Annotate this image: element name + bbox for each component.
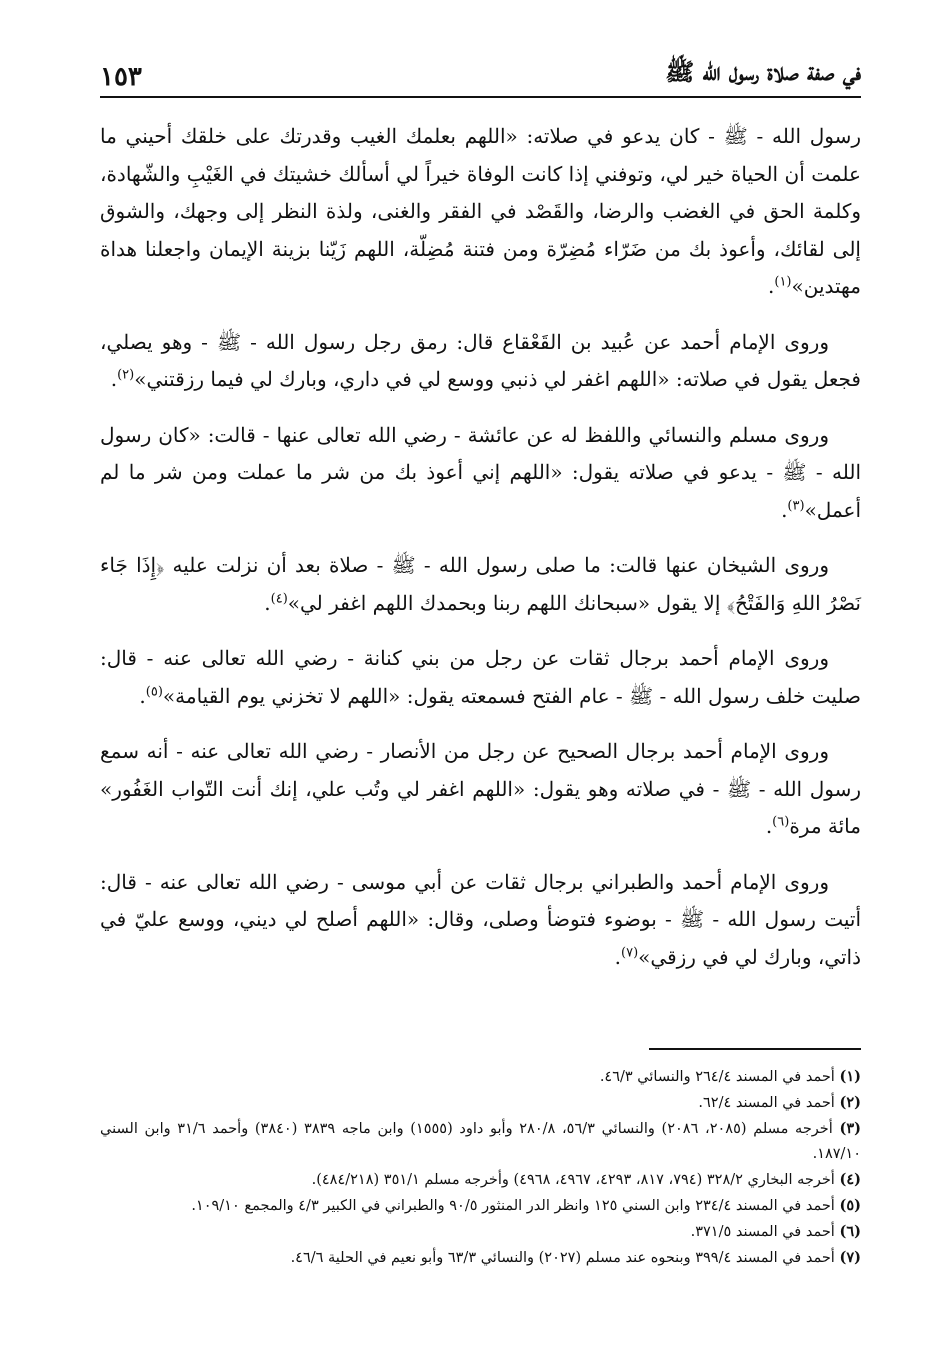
paragraph-text: وروى الإمام أحمد عن عُبيد بن القَعْقاع قال: رمق رجل رسول الله - ﷺ - وهو يصلي، فجعل يقول في صلاته: «اللهم اغفر لي ذنبي ووسع لي في داري، وبارك لي فيما رزقتني» [100, 329, 861, 391]
footnote-1 [100, 1064, 861, 1090]
footnote-2 [100, 1090, 861, 1116]
footnote-ref: (١) [774, 274, 792, 290]
footnote-text: أحمد في المسند ٢٦٤/٤ والنسائي ٤٦/٣. [599, 1069, 835, 1085]
running-title: في صفة صلاة رسول الله ﷺ [665, 57, 861, 86]
paragraph-5: وروى الإمام أحمد برجال ثقات عن رجل من بني كنانة - رضي الله تعالى عنه - قال: صليت خلف رسول الله - ﷺ - عام الفتح فسمعته يقول: «اللهم لا تخزني يوم القيامة»$^{(٥)}$. [100, 646, 861, 708]
paragraph-text: وروى الشيخان عنها قالت: ما صلى رسول الله - ﷺ - صلاة بعد أن نزلت عليه ﴿إِذَا جَاء نَصْرُ اللهِ وَالفَتْحُ﴾ إلا يقول «سبحانك اللهم ربنا وبحمدك اللهم اغفر لي» [100, 553, 861, 615]
paragraph-text: وروى الإمام أحمد برجال ثقات عن رجل من بني كنانة - رضي الله تعالى عنه - قال: صليت خلف رسول الله - ﷺ - عام الفتح فسمعته يقول: «اللهم لا تخزني يوم القيامة» [100, 646, 861, 708]
page-number: ١٥٣ [100, 62, 142, 92]
footnote-ref: (٧) [621, 944, 639, 960]
footnote-number: (٧) [839, 1249, 861, 1266]
footnote-number: (١) [839, 1068, 861, 1085]
footnote-4 [100, 1167, 861, 1193]
footnote-ref: (٢) [117, 367, 135, 383]
paragraph-6: وروى الإمام أحمد برجال الصحيح عن رجل من الأنصار - رضي الله تعالى عنه - أنه سمع رسول الله - ﷺ - في صلاته وهو يقول: «اللهم اغفر لي وتُب علي، إنك أنت التّواب الغَفُور» مائة مرة$^{(٦)}$. [100, 739, 861, 838]
footnote-5 [100, 1193, 861, 1219]
footnote-text: أحمد في المسند ٣٧١/٥. [690, 1224, 835, 1240]
footnote-number: (٤) [839, 1171, 861, 1188]
paragraph-2: وروى الإمام أحمد عن عُبيد بن القَعْقاع قال: رمق رجل رسول الله - ﷺ - وهو يصلي، فجعل يقول في صلاته: «اللهم اغفر لي ذنبي ووسع لي في داري، وبارك لي فيما رزقتني»$^{(٢)}$. [100, 329, 861, 391]
footnote-ref: (٣) [787, 497, 805, 513]
footnote-text: أحمد في المسند ٦٢/٤. [698, 1095, 835, 1111]
footnote-3 [100, 1116, 861, 1167]
footnote-ref: (٦) [772, 814, 790, 830]
paragraph-text: وروى مسلم والنسائي واللفظ له عن عائشة - رضي الله تعالى عنها - قالت: «كان رسول الله - ﷺ - يدعو في صلاته يقول: «اللهم إني أعوذ بك من شر ما عملت ومن شر ما لم أعمل» [100, 422, 861, 522]
page-header [100, 52, 861, 98]
footnote-text: أحمد في المسند ٣٩٩/٤ وبنحوه عند مسلم (٢٠٢٧) والنسائي ٦٣/٣ وأبو نعيم في الحلية ٤٦/٦. [290, 1250, 835, 1266]
footnote-text: أخرجه البخاري ٣٢٨/٢ (٧٩٤، ٨١٧، ٤٢٩٣، ٤٩٦٧، ٤٩٦٨) وأخرجه مسلم ٣٥١/١ (٤٨٤/٢١٨). [311, 1172, 835, 1188]
footnote-6 [100, 1219, 861, 1245]
paragraph-text: وروى الإمام أحمد والطبراني برجال ثقات عن أبي موسى - رضي الله تعالى عنه - قال: أتيت رسول الله - ﷺ - بوضوء فتوضأ وصلى، وقال: «اللهم أصلح لي ديني، ووسع عليّ في ذاتي، وبارك لي في رزقي» [100, 869, 861, 969]
paragraph-3: وروى مسلم والنسائي واللفظ له عن عائشة - رضي الله تعالى عنها - قالت: «كان رسول الله - ﷺ - يدعو في صلاته يقول: «اللهم إني أعوذ بك من شر ما عملت ومن شر ما لم أعمل»$^{(٣)}$. [100, 422, 861, 522]
footnote-text: أحمد في المسند ٢٣٤/٤ وابن السني ١٢٥ وانظر الدر المنثور ٩٠/٥ والطبراني في الكبير ٤/٣ والمجمع ١٠٩/١٠. [191, 1198, 835, 1214]
footnote-ref: (٤) [270, 590, 288, 606]
paragraph-text: وروى الإمام أحمد برجال الصحيح عن رجل من الأنصار - رضي الله تعالى عنه - أنه سمع رسول الله - ﷺ - في صلاته وهو يقول: «اللهم اغفر لي وتُب علي، إنك أنت التّواب الغَفُور» مائة مرة [100, 739, 861, 838]
footnote-ref: (٥) [145, 683, 163, 699]
paragraph-7: وروى الإمام أحمد والطبراني برجال ثقات عن أبي موسى - رضي الله تعالى عنه - قال: أتيت رسول الله - ﷺ - بوضوء فتوضأ وصلى، وقال: «اللهم أصلح لي ديني، ووسع عليّ في ذاتي، وبارك لي في رزقي»$^{(٧)}$. [100, 869, 861, 969]
footnote-number: (٦) [839, 1223, 861, 1240]
footnote-text: أخرجه مسلم (٢٠٨٥، ٢٠٨٦) والنسائي ٥٦/٣، ٢٨٠/٨ وأبو داود (١٥٥٥) وابن ماجه ٣٨٣٩ (٣٨٤٠) وأحمد ٣١/٦ وابن السني ١٨٧/١٠. [100, 1121, 861, 1162]
footnote-7 [100, 1245, 861, 1271]
paragraph-4: وروى الشيخان عنها قالت: ما صلى رسول الله - ﷺ - صلاة بعد أن نزلت عليه ﴿إِذَا جَاء نَصْرُ اللهِ وَالفَتْحُ﴾ إلا يقول «سبحانك اللهم ربنا وبحمدك اللهم اغفر لي»$^{(٤)}$. [100, 553, 861, 615]
footnotes [100, 1064, 861, 1271]
paragraph-1: رسول الله - ﷺ - كان يدعو في صلاته: «اللهم بعلمك الغيب وقدرتك على خلقك أحيني ما علمت أن الحياة خير لي، وتوفني إذا كانت الوفاة خيراً لي أسألك خشيتك في الغَيْبِ والشّهادة، وكلمة الحق في الغضب والرضا، والقَصْد في الفقر والغنى، ولذة النظر إلى وجهك، والشوق إلى لقائك، وأعوذ بك من ضَرّاء مُضِرّة ومن فتنة مُضِلّة، اللهم زَيّنا بزينة الإيمان واجعلنا هداة مهتدين»$^{(١)}$. [100, 124, 861, 298]
paragraph-text: رسول الله - ﷺ - كان يدعو في صلاته: «اللهم بعلمك الغيب وقدرتك على خلقك أحيني ما علمت أن الحياة خير لي، وتوفني إذا كانت الوفاة خيراً لي أسألك خشيتك في الغَيْبِ والشّهادة، وكلمة الحق في الغضب والرضا، والقَصْد في الفقر والغنى، ولذة النظر إلى وجهك، والشوق إلى لقائك، وأعوذ بك من ضَرّاء مُضِرّة ومن فتنة مُضِلّة، اللهم زَيّنا بزينة الإيمان واجعلنا هداة مهتدين» [100, 124, 861, 298]
footnote-number: (٥) [839, 1197, 861, 1214]
footnote-divider [649, 1048, 861, 1050]
footnote-number: (٣) [839, 1120, 861, 1137]
main-text [100, 118, 861, 994]
footnote-number: (٢) [839, 1094, 861, 1111]
